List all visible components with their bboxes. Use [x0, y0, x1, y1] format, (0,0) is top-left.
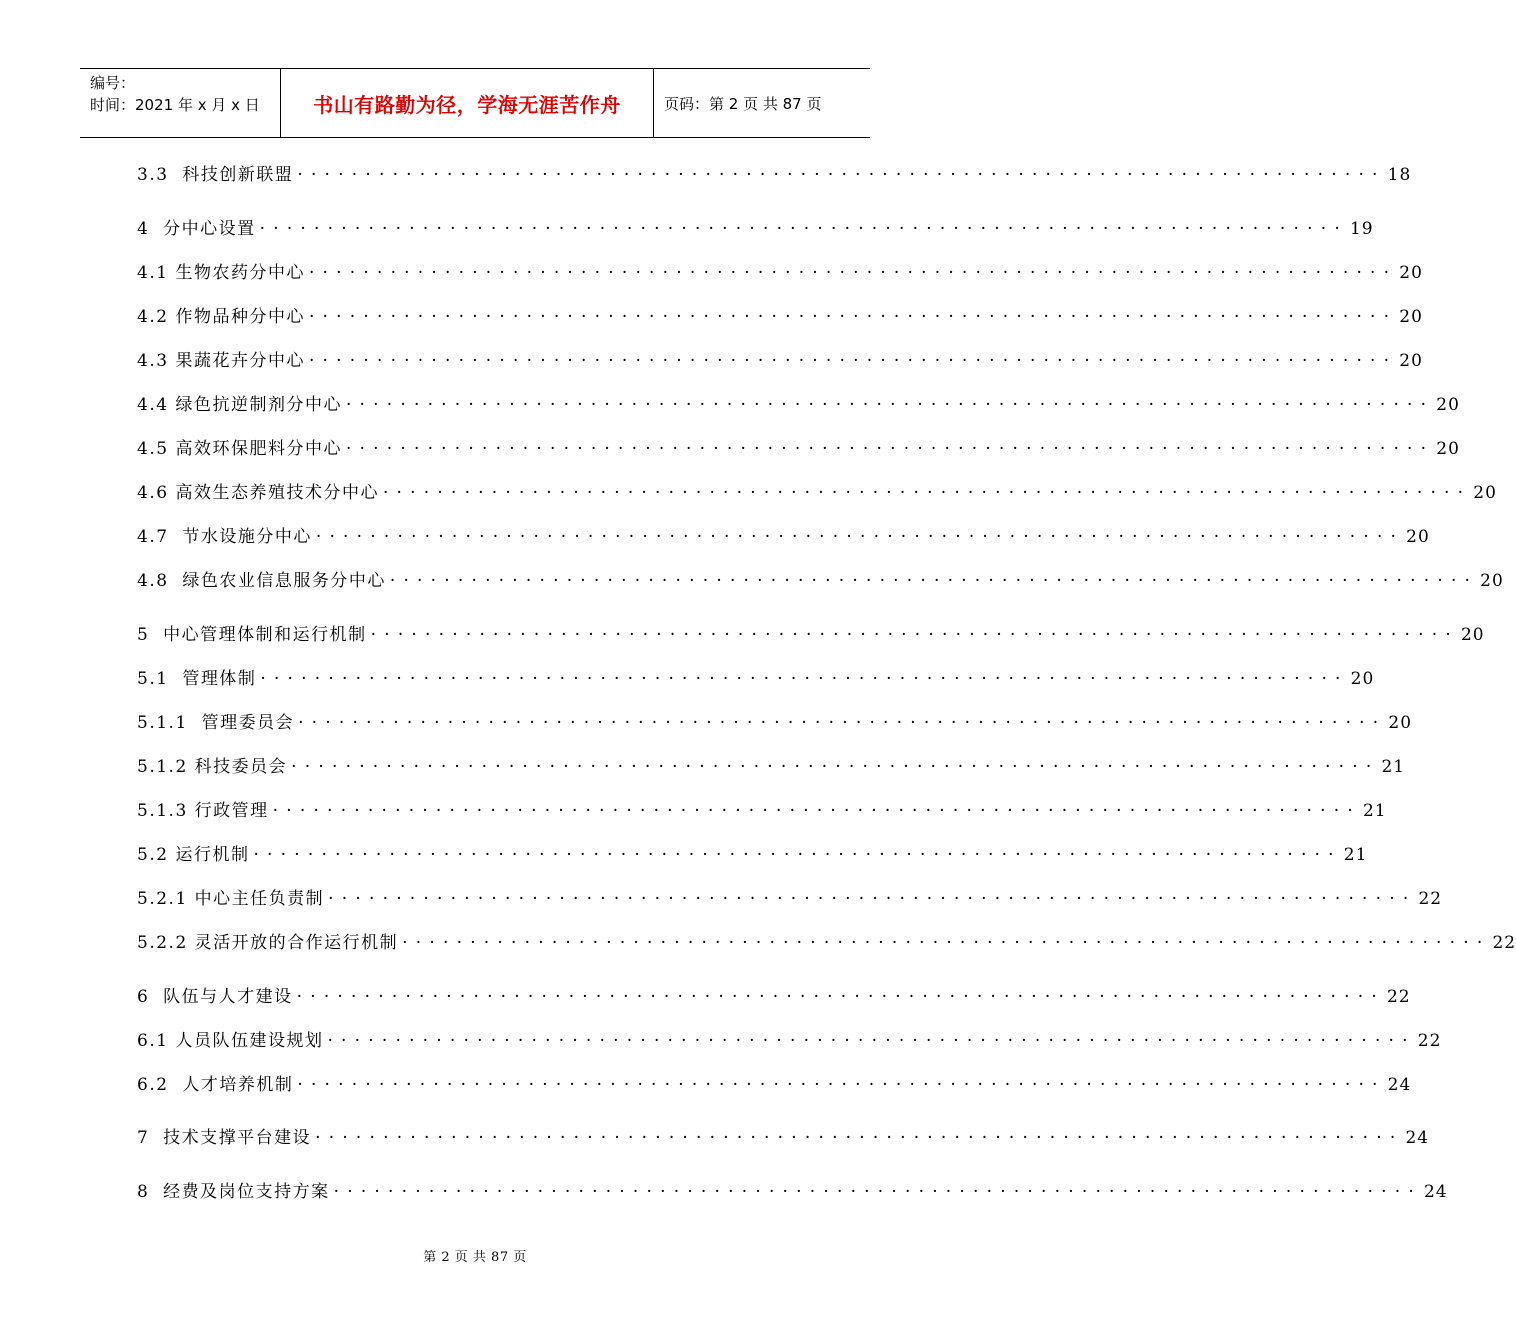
toc-entry-title: 4.2 作物品种分中心 — [137, 307, 305, 327]
toc-entry[interactable] — [137, 481, 1497, 505]
toc-entry-page-number: 20 — [1406, 527, 1430, 547]
toc-entry[interactable] — [137, 623, 1485, 647]
toc-entry[interactable] — [137, 711, 1413, 735]
toc-entry-page-number: 20 — [1480, 571, 1504, 591]
header-motto: 书山有路勤为径，学海无涯苦作舟 — [281, 69, 654, 137]
toc-entry-title: 5 中心管理体制和运行机制 — [137, 625, 367, 645]
toc-dot-leader: ················································································ — [308, 351, 1398, 371]
toc-entry-page-number: 22 — [1386, 987, 1411, 1007]
toc-entry[interactable] — [137, 667, 1375, 691]
toc-entry-page-number: 22 — [1417, 1031, 1442, 1051]
toc-dot-leader: ················································································ — [328, 889, 1417, 909]
toc-entry-page-number: 20 — [1460, 625, 1485, 645]
toc-dot-leader: ················································································ — [297, 1075, 1386, 1095]
toc-entry-page-number: 21 — [1343, 845, 1368, 865]
toc-entry-page-number: 24 — [1405, 1128, 1430, 1148]
toc-entry-page-number: 20 — [1399, 263, 1423, 283]
toc-entry-page-number: 20 — [1473, 483, 1497, 503]
toc-entry-title: 6.2 人才培养机制 — [137, 1075, 294, 1095]
toc-entry[interactable] — [137, 1126, 1430, 1150]
toc-entry-title: 8 经费及岗位支持方案 — [137, 1182, 330, 1202]
toc-entry[interactable] — [137, 437, 1460, 461]
toc-entry-page-number: 20 — [1388, 713, 1413, 733]
toc-entry[interactable] — [137, 393, 1460, 417]
toc-entry[interactable] — [137, 755, 1406, 779]
toc-entry-title: 4.1 生物农药分中心 — [137, 263, 305, 283]
toc-entry[interactable] — [137, 217, 1374, 241]
toc-entry-page-number: 21 — [1381, 757, 1406, 777]
document-number-label: 编号： — [90, 74, 136, 92]
toc-entry-title: 4.3 果蔬花卉分中心 — [137, 351, 305, 371]
toc-entry[interactable] — [137, 1180, 1448, 1204]
toc-dot-leader: ················································································ — [291, 757, 1380, 777]
toc-dot-leader: ················································································ — [259, 219, 1348, 239]
toc-entry[interactable] — [137, 305, 1423, 329]
toc-dot-leader: ················································································ — [315, 1128, 1404, 1148]
toc-dot-leader: ················································································ — [253, 845, 1342, 865]
toc-dot-leader: ················································································ — [345, 439, 1435, 459]
toc-entry-page-number: 21 — [1362, 801, 1387, 821]
toc-entry-title: 4.8 绿色农业信息服务分中心 — [137, 571, 386, 591]
toc-dot-leader: ················································································ — [389, 571, 1479, 591]
toc-dot-leader: ················································································ — [298, 713, 1387, 733]
toc-entry-title: 5.1 管理体制 — [137, 669, 257, 689]
toc-entry-page-number: 20 — [1436, 439, 1460, 459]
toc-entry-title: 5.1.1 管理委员会 — [137, 713, 295, 733]
toc-entry-page-number: 24 — [1387, 1075, 1412, 1095]
page-header — [80, 68, 870, 138]
toc-entry[interactable] — [137, 985, 1411, 1009]
toc-dot-leader: ················································································ — [272, 801, 1361, 821]
toc-entry-title: 5.2 运行机制 — [137, 845, 250, 865]
toc-entry-title: 5.1.3 行政管理 — [137, 801, 269, 821]
toc-entry-title: 4.6 高效生态养殖技术分中心 — [137, 483, 379, 503]
toc-entry-page-number: 20 — [1350, 669, 1375, 689]
toc-entry-page-number: 20 — [1436, 395, 1460, 415]
toc-dot-leader: ················································································ — [370, 625, 1459, 645]
toc-dot-leader: ················································································ — [327, 1031, 1416, 1051]
toc-dot-leader: ················································································ — [297, 165, 1386, 185]
toc-dot-leader: ················································································ — [260, 669, 1349, 689]
toc-entry-title: 4.5 高效环保肥料分中心 — [137, 439, 342, 459]
toc-entry-title: 6 队伍与人才建设 — [137, 987, 293, 1007]
toc-dot-leader: ················································································ — [382, 483, 1472, 503]
toc-entry-page-number: 22 — [1418, 889, 1443, 909]
document-date: 时间：2021 年 x 月 x 日 — [90, 96, 260, 114]
toc-dot-leader: ················································································ — [296, 987, 1385, 1007]
toc-entry-title: 6.1 人员队伍建设规划 — [137, 1031, 324, 1051]
toc-entry-title: 4.4 绿色抗逆制剂分中心 — [137, 395, 342, 415]
toc-entry-page-number: 20 — [1399, 307, 1423, 327]
toc-dot-leader: ················································································ — [308, 263, 1398, 283]
toc-entry-title: 5.1.2 科技委员会 — [137, 757, 288, 777]
toc-dot-leader: ················································································ — [333, 1182, 1422, 1202]
toc-entry-page-number: 18 — [1387, 165, 1412, 185]
toc-entry[interactable] — [137, 525, 1430, 549]
toc-entry[interactable] — [137, 799, 1387, 823]
toc-entry-page-number: 19 — [1349, 219, 1374, 239]
toc-entry-title: 4 分中心设置 — [137, 219, 256, 239]
toc-entry[interactable] — [137, 1073, 1412, 1097]
toc-entry-title: 5.2.2 灵活开放的合作运行机制 — [137, 933, 399, 953]
toc-dot-leader: ················································································ — [345, 395, 1435, 415]
toc-entry-title: 4.7 节水设施分中心 — [137, 527, 312, 547]
toc-entry[interactable] — [137, 931, 1516, 955]
toc-entry[interactable] — [137, 163, 1412, 187]
header-page-info: 页码：第 2 页 共 87 页 — [664, 94, 822, 113]
toc-entry-title: 5.2.1 中心主任负责制 — [137, 889, 325, 909]
toc-entry[interactable] — [137, 887, 1443, 911]
toc-entry-page-number: 24 — [1423, 1182, 1448, 1202]
toc-entry-title: 3.3 科技创新联盟 — [137, 165, 294, 185]
toc-entry[interactable] — [137, 569, 1504, 593]
toc-dot-leader: ················································································ — [315, 527, 1405, 547]
toc-entry-title: 7 技术支撑平台建设 — [137, 1128, 312, 1148]
toc-entry-page-number: 22 — [1492, 933, 1516, 953]
toc-dot-leader: ················································································ — [402, 933, 1491, 953]
toc-entry[interactable] — [137, 1029, 1442, 1053]
toc-entry[interactable] — [137, 843, 1368, 867]
toc-entry-page-number: 20 — [1399, 351, 1423, 371]
header-meta — [80, 69, 281, 137]
toc-dot-leader: ················································································ — [308, 307, 1398, 327]
toc-entry[interactable] — [137, 349, 1423, 373]
page-footer: 第 2 页 共 87 页 — [423, 1250, 527, 1265]
toc-entry[interactable] — [137, 261, 1423, 285]
